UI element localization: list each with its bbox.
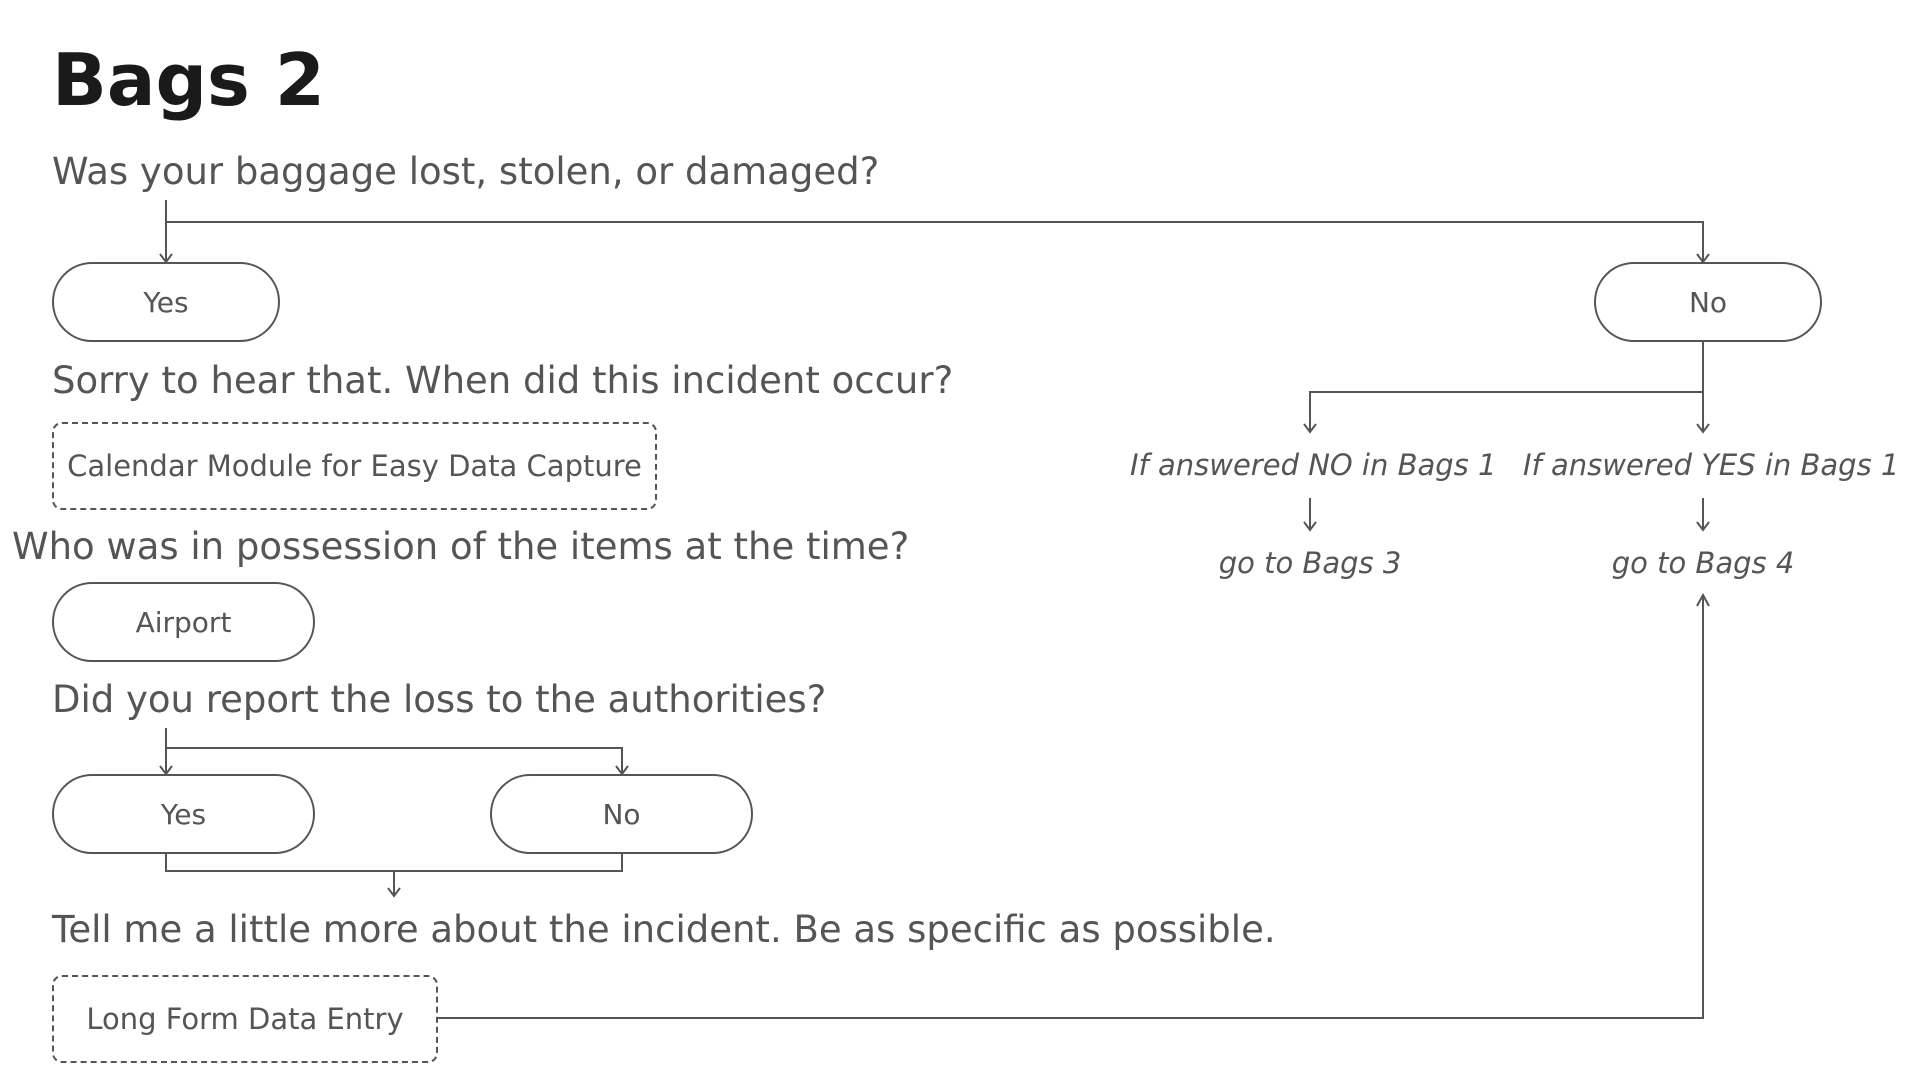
q1-yes-button[interactable] (52, 262, 280, 342)
question-incident-details: Tell me a little more about the incident. Be as specific as possible. (52, 908, 1276, 951)
connector-q1-to-no (166, 222, 1703, 262)
connector-no-to-left-condition (1310, 392, 1703, 432)
arrowhead-up-bags4 (1697, 595, 1709, 606)
q3-airport-button[interactable] (52, 582, 315, 662)
connector-q4-to-no (166, 748, 622, 774)
q1-no-label: No (1688, 285, 1728, 319)
branch-left-condition: If answered NO in Bags 1 (1130, 448, 1497, 482)
q3-airport-label: Airport (135, 605, 232, 639)
long-form-entry[interactable] (52, 975, 438, 1063)
question-reported-authorities: Did you report the loss to the authorities? (52, 678, 827, 721)
long-form-entry-label: Long Form Data Entry (86, 1002, 404, 1036)
connector-q4-merge (166, 854, 622, 871)
page-title: Bags 2 (52, 38, 326, 122)
q1-yes-label: Yes (143, 285, 189, 319)
branch-right-condition: If answered YES in Bags 1 (1523, 448, 1900, 482)
q4-yes-button[interactable] (52, 774, 315, 854)
calendar-module-label: Calendar Module for Easy Data Capture (67, 449, 642, 483)
question-baggage-status: Was your baggage lost, stolen, or damaged? (52, 150, 880, 193)
branch-left-target-link[interactable]: go to Bags 3 (1218, 546, 1402, 580)
question-item-possession: Who was in possession of the items at the time? (12, 525, 910, 568)
q4-yes-label: Yes (160, 797, 207, 831)
question-incident-date: Sorry to hear that. When did this incident occur? (52, 359, 954, 402)
q1-no-button[interactable] (1594, 262, 1822, 342)
branch-right-target-link[interactable]: go to Bags 4 (1611, 546, 1795, 580)
q4-no-button[interactable] (490, 774, 753, 854)
q4-no-label: No (602, 797, 641, 831)
calendar-module[interactable] (52, 422, 657, 510)
